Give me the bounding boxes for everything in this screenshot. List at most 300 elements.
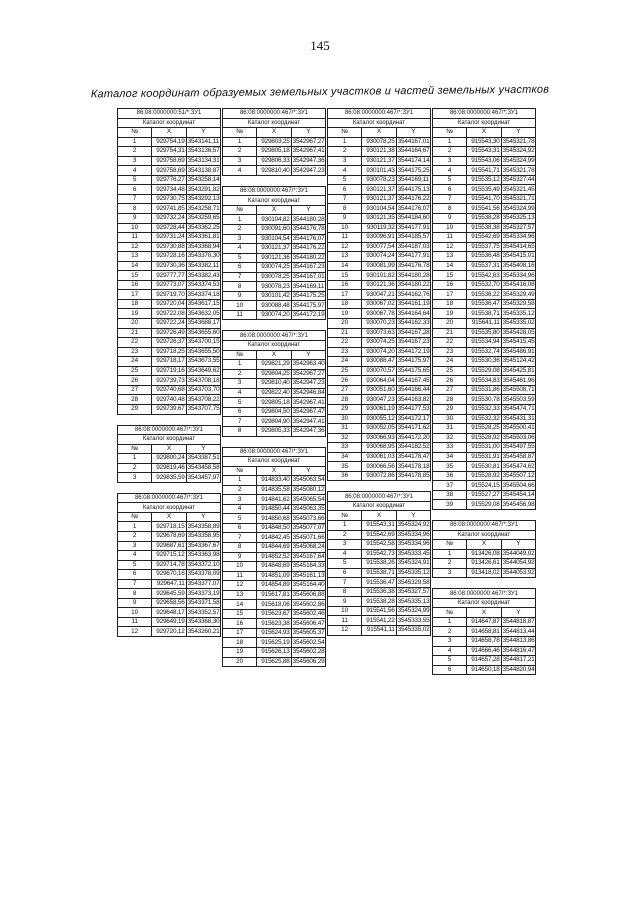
coord-y: 3545065,54 xyxy=(292,495,325,503)
table-row xyxy=(433,490,536,500)
table-row xyxy=(433,175,536,185)
coord-y: 3544178,47 xyxy=(397,452,430,460)
point-number: 13 xyxy=(328,252,362,262)
coord-y: 3545335,12 xyxy=(397,568,430,576)
point-number: 2 xyxy=(328,530,362,540)
coord-x: 913426,08 xyxy=(467,549,501,559)
point-number: 24 xyxy=(328,357,362,367)
point-number: 14 xyxy=(328,261,362,271)
point-number: 2 xyxy=(433,147,467,157)
point-number: 25 xyxy=(118,366,152,376)
table-row xyxy=(118,319,221,329)
coord-x: 930072,86 xyxy=(362,471,396,481)
coord-y: 3545063,54 xyxy=(292,476,325,484)
table-row xyxy=(223,562,326,572)
coord-y: 3543258,71 xyxy=(187,204,220,212)
coord-y: 3543361,81 xyxy=(187,233,220,241)
catalog-column-1 xyxy=(117,108,221,647)
point-number: 2 xyxy=(118,531,152,541)
point-number: 12 xyxy=(223,581,257,591)
point-number: 5 xyxy=(328,175,362,185)
point-number: 28 xyxy=(328,395,362,405)
point-number: 29 xyxy=(118,404,152,414)
point-number: 9 xyxy=(223,291,257,301)
coord-y: 3545500,41 xyxy=(502,424,535,432)
table-row xyxy=(433,636,536,646)
table-row xyxy=(223,407,326,417)
coord-x: 930101,42 xyxy=(257,291,291,301)
point-number: 7 xyxy=(223,272,257,282)
point-number: 2 xyxy=(433,627,467,637)
point-number: 17 xyxy=(223,628,257,638)
coord-y: 3544175,97 xyxy=(292,301,325,309)
coord-y: 3543363,98 xyxy=(187,551,220,559)
coord-x: 929777,77 xyxy=(152,271,186,281)
table-id-row xyxy=(328,109,431,119)
table-row xyxy=(223,581,326,591)
coord-y: 3544180,28 xyxy=(292,215,325,223)
coordinate-catalog-table xyxy=(222,330,326,436)
coord-x: 913418,02 xyxy=(467,568,501,578)
point-number: 20 xyxy=(118,319,152,329)
coord-y: 3544167,23 xyxy=(292,263,325,271)
coord-y: 3543292,13 xyxy=(187,195,220,203)
table-row xyxy=(433,242,536,252)
point-number: 15 xyxy=(223,609,257,619)
coord-y: 3544175,97 xyxy=(397,357,430,365)
point-number: 11 xyxy=(223,310,257,320)
point-number: 22 xyxy=(118,338,152,348)
table-row xyxy=(223,571,326,581)
point-number: 4 xyxy=(223,504,257,514)
table-row xyxy=(118,473,221,483)
table-row xyxy=(433,338,536,348)
coord-x: 930061,19 xyxy=(362,404,396,414)
table-row xyxy=(328,357,431,367)
coord-x: 929806,33 xyxy=(257,156,291,166)
coord-y: 3545324,92 xyxy=(397,521,430,529)
coord-x: 915530,78 xyxy=(467,395,501,405)
point-number: 6 xyxy=(223,523,257,533)
table-row xyxy=(118,570,221,580)
table-row xyxy=(328,319,431,329)
coord-x: 915528,92 xyxy=(467,433,501,443)
coord-x: 915543,06 xyxy=(467,156,501,166)
table-row xyxy=(433,656,536,666)
coord-y: 3544178,85 xyxy=(397,472,430,480)
column-header-n: № xyxy=(433,608,467,618)
table-row xyxy=(223,282,326,292)
catalog-column-3 xyxy=(327,108,431,646)
catalog-caption: Каталог координат xyxy=(118,118,221,128)
point-number: 13 xyxy=(223,590,257,600)
column-header-y: Y xyxy=(396,511,430,521)
coord-y: 3544054,92 xyxy=(502,559,535,567)
table-row xyxy=(328,271,431,281)
coord-y: 3544163,82 xyxy=(397,395,430,403)
point-number: 7 xyxy=(433,194,467,204)
coord-y: 3543632,05 xyxy=(187,309,220,317)
coord-y: 3545425,81 xyxy=(502,367,535,375)
coord-x: 929658,56 xyxy=(152,598,186,608)
parcel-id: 86:08:0000000:467/*:ЗУ1 xyxy=(433,520,536,530)
point-number: 15 xyxy=(433,271,467,281)
coord-y: 3545408,16 xyxy=(502,262,535,270)
coord-y: 3543368,30 xyxy=(187,618,220,626)
point-number: 17 xyxy=(328,290,362,300)
point-number: 19 xyxy=(433,309,467,319)
coord-y: 3543371,58 xyxy=(187,599,220,607)
coord-y: 3543708,22 xyxy=(187,395,220,403)
point-number: 1 xyxy=(328,137,362,147)
point-number: 6 xyxy=(433,185,467,195)
coord-x: 929803,25 xyxy=(257,137,291,147)
table-row xyxy=(328,578,431,588)
table-row xyxy=(328,290,431,300)
point-number: 28 xyxy=(118,395,152,405)
table-row xyxy=(118,357,221,367)
coord-x: 930074,25 xyxy=(257,263,291,273)
coord-x: 929718,25 xyxy=(152,347,186,357)
point-number: 6 xyxy=(328,568,362,578)
coord-x: 929754,19 xyxy=(152,137,186,147)
table-caption-row xyxy=(328,501,431,511)
coord-x: 915532,33 xyxy=(467,404,501,414)
point-number: 25 xyxy=(433,366,467,376)
point-number: 13 xyxy=(118,252,152,262)
coord-x: 915626,13 xyxy=(257,647,291,657)
table-row xyxy=(433,366,536,376)
coord-y: 3544176,22 xyxy=(397,195,430,203)
coord-x: 930121,37 xyxy=(362,185,396,195)
column-header-y: Y xyxy=(501,128,535,138)
point-number: 3 xyxy=(223,379,257,389)
point-number: 6 xyxy=(328,185,362,195)
coord-x: 930055,12 xyxy=(362,414,396,424)
catalog-caption: Каталог координат xyxy=(433,598,536,608)
table-row xyxy=(223,514,326,524)
table-row xyxy=(118,579,221,589)
point-number: 30 xyxy=(433,414,467,424)
coord-y: 3544176,78 xyxy=(292,225,325,233)
coord-x: 915538,71 xyxy=(362,568,396,578)
coord-y: 3543358,89 xyxy=(187,522,220,530)
coord-y: 3545335,13 xyxy=(397,597,430,605)
coord-y: 3543134,31 xyxy=(187,157,220,164)
point-number: 11 xyxy=(118,233,152,243)
table-row xyxy=(118,242,221,252)
point-number: 10 xyxy=(118,608,152,618)
table-row xyxy=(433,500,536,510)
coord-y: 3543707,75 xyxy=(187,405,220,413)
coord-y: 3542967,27 xyxy=(292,369,325,377)
table-row xyxy=(223,263,326,273)
point-number: 27 xyxy=(118,385,152,395)
point-number: 3 xyxy=(328,540,362,550)
table-row xyxy=(433,223,536,233)
point-number: 16 xyxy=(223,619,257,629)
coordinate-catalog-table xyxy=(432,588,536,675)
point-number: 5 xyxy=(223,253,257,263)
table-row xyxy=(328,166,431,176)
point-number: 26 xyxy=(328,376,362,386)
table-caption-row xyxy=(118,435,221,445)
coord-x: 929773,07 xyxy=(152,280,186,290)
coord-y: 3544178,18 xyxy=(397,462,430,470)
point-number: 5 xyxy=(433,656,467,666)
table-row xyxy=(118,463,221,473)
coord-x: 915534,94 xyxy=(467,338,501,348)
table-row xyxy=(223,600,326,610)
point-number: 28 xyxy=(433,395,467,405)
coord-x: 930070,23 xyxy=(362,319,396,329)
table-row xyxy=(223,147,326,157)
coord-x: 930121,36 xyxy=(362,280,396,290)
coord-x: 913426,61 xyxy=(467,559,501,569)
point-number: 26 xyxy=(118,376,152,386)
table-row xyxy=(433,559,536,569)
point-number: 2 xyxy=(118,147,152,157)
column-header-row xyxy=(118,128,221,138)
coord-x: 929740,68 xyxy=(152,385,186,395)
coord-x: 929728,16 xyxy=(152,252,186,262)
coord-y: 3544185,57 xyxy=(397,233,430,241)
column-header-row xyxy=(223,205,326,215)
column-header-n: № xyxy=(433,128,467,138)
coord-x: 930078,25 xyxy=(257,272,291,282)
point-number: 20 xyxy=(328,319,362,329)
coord-y: 3545334,96 xyxy=(502,271,535,279)
coord-y: 3545161,13 xyxy=(292,571,325,579)
point-number: 3 xyxy=(223,234,257,244)
coord-y: 3545167,64 xyxy=(292,552,325,560)
coord-x: 929804,50 xyxy=(257,407,291,417)
table-row xyxy=(223,244,326,254)
column-header-row xyxy=(328,128,431,138)
parcel-id: 86:08:0000000:467/*:ЗУ1 xyxy=(328,109,431,119)
table-row xyxy=(118,522,221,532)
table-row xyxy=(328,414,431,424)
point-number: 5 xyxy=(223,514,257,524)
point-number: 5 xyxy=(118,175,152,185)
table-row xyxy=(118,147,221,157)
coord-y: 3543291,82 xyxy=(187,185,220,193)
point-number: 19 xyxy=(223,647,257,657)
coord-x: 915538,26 xyxy=(362,559,396,569)
coord-y: 3543259,65 xyxy=(187,214,220,222)
coord-x: 929800,24 xyxy=(152,454,186,464)
coord-y: 3545334,96 xyxy=(502,233,535,241)
coord-y: 3545414,65 xyxy=(502,242,535,250)
point-number: 21 xyxy=(433,328,467,338)
coord-y: 3544166,44 xyxy=(397,386,430,394)
point-number: 20 xyxy=(433,319,467,329)
point-number: 20 xyxy=(223,657,257,667)
table-row xyxy=(433,328,536,338)
coord-y: 3543358,95 xyxy=(187,532,220,540)
point-number: 4 xyxy=(223,244,257,254)
coord-y: 3545497,55 xyxy=(502,443,535,451)
point-number: 31 xyxy=(328,424,362,434)
coord-x: 914851,09 xyxy=(257,571,291,581)
table-row xyxy=(328,433,431,443)
coord-x: 929718,15 xyxy=(152,522,186,532)
table-row xyxy=(433,156,536,166)
coord-y: 3545456,98 xyxy=(502,500,535,508)
coord-y: 3544180,22 xyxy=(397,281,430,289)
point-number: 15 xyxy=(328,271,362,281)
coordinate-catalog-table xyxy=(432,108,536,510)
table-row xyxy=(118,454,221,464)
table-row xyxy=(433,271,536,281)
coord-y: 3545327,57 xyxy=(502,223,535,231)
coord-x: 914666,46 xyxy=(467,646,501,656)
coord-y: 3545327,44 xyxy=(502,176,535,184)
table-row xyxy=(223,360,326,370)
table-row xyxy=(328,223,431,233)
coord-x: 930078,23 xyxy=(362,175,396,185)
coord-y: 3544049,02 xyxy=(502,549,535,557)
point-number: 11 xyxy=(433,233,467,243)
coord-y: 3544813,44 xyxy=(502,627,535,635)
point-number: 34 xyxy=(328,452,362,462)
coord-x: 915534,83 xyxy=(467,376,501,386)
point-number: 5 xyxy=(118,560,152,570)
point-number: 6 xyxy=(223,263,257,273)
coord-x: 915625,19 xyxy=(257,638,291,648)
coord-y: 3545458,87 xyxy=(502,452,535,460)
coord-x: 929722,08 xyxy=(152,309,186,319)
coord-y: 3544172,19 xyxy=(292,311,325,319)
point-number: 1 xyxy=(223,476,257,486)
coord-y: 3545321,45 xyxy=(502,185,535,193)
table-row xyxy=(328,616,431,626)
column-header-y: Y xyxy=(186,128,220,138)
coord-x: 930088,47 xyxy=(362,357,396,367)
coord-x: 930070,57 xyxy=(362,366,396,376)
point-number: 8 xyxy=(433,204,467,214)
coord-x: 929718,17 xyxy=(152,357,186,367)
table-row xyxy=(328,185,431,195)
coord-x: 915623,67 xyxy=(257,609,291,619)
column-header-x: X xyxy=(257,128,291,138)
coord-y: 3545474,62 xyxy=(502,462,535,470)
table-row xyxy=(118,551,221,561)
table-row xyxy=(118,290,221,300)
table-row xyxy=(223,485,326,495)
coord-y: 3545164,33 xyxy=(292,562,325,570)
parcel-id: 86:08:0000000:467/*:ЗУ1 xyxy=(328,492,431,502)
table-row xyxy=(118,156,221,166)
table-row xyxy=(118,376,221,386)
coord-x: 930104,82 xyxy=(257,215,291,225)
parcel-id: 86:08:0000000:467/*:ЗУ1 xyxy=(433,109,536,119)
table-row xyxy=(118,233,221,243)
coord-x: 930067,02 xyxy=(362,299,396,309)
point-number: 3 xyxy=(433,636,467,646)
coord-x: 930074,20 xyxy=(257,310,291,320)
catalog-caption: Каталог координат xyxy=(118,435,221,445)
point-number: 7 xyxy=(223,533,257,543)
coord-y: 3543136,57 xyxy=(187,147,220,155)
coord-y: 3545431,31 xyxy=(502,414,535,422)
coord-x: 929719,16 xyxy=(152,366,186,376)
table-row xyxy=(118,261,221,271)
coord-x: 915541,71 xyxy=(467,166,501,176)
coord-x: 929776,27 xyxy=(152,175,186,185)
coord-y: 3545077,07 xyxy=(292,524,325,532)
point-number: 6 xyxy=(433,665,467,675)
catalog-caption: Каталог координат xyxy=(223,457,326,467)
coord-y: 3543374,18 xyxy=(187,290,220,298)
coord-y: 3544053,92 xyxy=(502,568,535,576)
coord-y: 3543368,94 xyxy=(187,242,220,250)
table-row xyxy=(433,424,536,434)
coord-x: 914854,89 xyxy=(257,581,291,591)
column-header-x: X xyxy=(467,608,501,618)
point-number: 36 xyxy=(328,471,362,481)
column-header-n: № xyxy=(328,128,362,138)
column-header-n: № xyxy=(118,128,152,138)
table-row xyxy=(223,398,326,408)
point-number: 3 xyxy=(223,156,257,166)
table-row xyxy=(223,638,326,648)
table-row xyxy=(433,617,536,627)
catalog-caption: Каталог координат xyxy=(433,530,536,540)
table-row xyxy=(433,185,536,195)
coord-y: 3543372,10 xyxy=(187,560,220,568)
coord-y: 3544172,17 xyxy=(397,414,430,422)
parcel-id: 86:08:0000000:51/*:ЗУ1 xyxy=(118,109,221,119)
table-row xyxy=(328,520,431,530)
column-header-row xyxy=(433,540,536,550)
point-number: 10 xyxy=(118,223,152,233)
coord-y: 3545321,78 xyxy=(502,137,535,145)
point-number: 19 xyxy=(118,309,152,319)
coord-x: 929722,24 xyxy=(152,319,186,329)
table-id-row xyxy=(328,492,431,502)
coord-x: 915542,63 xyxy=(467,271,501,281)
coord-x: 929740,48 xyxy=(152,395,186,405)
point-number: 35 xyxy=(433,462,467,472)
table-row xyxy=(328,587,431,597)
coord-y: 3545335,02 xyxy=(502,319,535,327)
table-row xyxy=(223,552,326,562)
table-row xyxy=(328,625,431,635)
coord-x: 929804,90 xyxy=(257,417,291,427)
table-id-row xyxy=(433,109,536,119)
coord-x: 915542,58 xyxy=(362,540,396,550)
coord-y: 3542963,40 xyxy=(292,360,325,368)
coord-x: 930074,24 xyxy=(362,252,396,262)
point-number: 3 xyxy=(118,473,152,483)
table-row xyxy=(433,280,536,290)
table-row xyxy=(433,204,536,214)
coord-x: 915527,27 xyxy=(467,490,501,500)
coord-y: 3544167,28 xyxy=(397,328,430,336)
coord-x: 915618,06 xyxy=(257,600,291,610)
table-row xyxy=(118,347,221,357)
coord-y: 3545073,66 xyxy=(292,514,325,522)
coord-y: 3545606,47 xyxy=(292,619,325,627)
point-number: 2 xyxy=(223,485,257,495)
table-row xyxy=(328,549,431,559)
coord-y: 3543374,53 xyxy=(187,281,220,289)
parcel-id: 86:08:0000000:467/*:ЗУ1 xyxy=(118,425,221,435)
coord-y: 3542947,36 xyxy=(292,157,325,164)
coord-y: 3544820,94 xyxy=(502,665,535,673)
table-row xyxy=(118,627,221,637)
